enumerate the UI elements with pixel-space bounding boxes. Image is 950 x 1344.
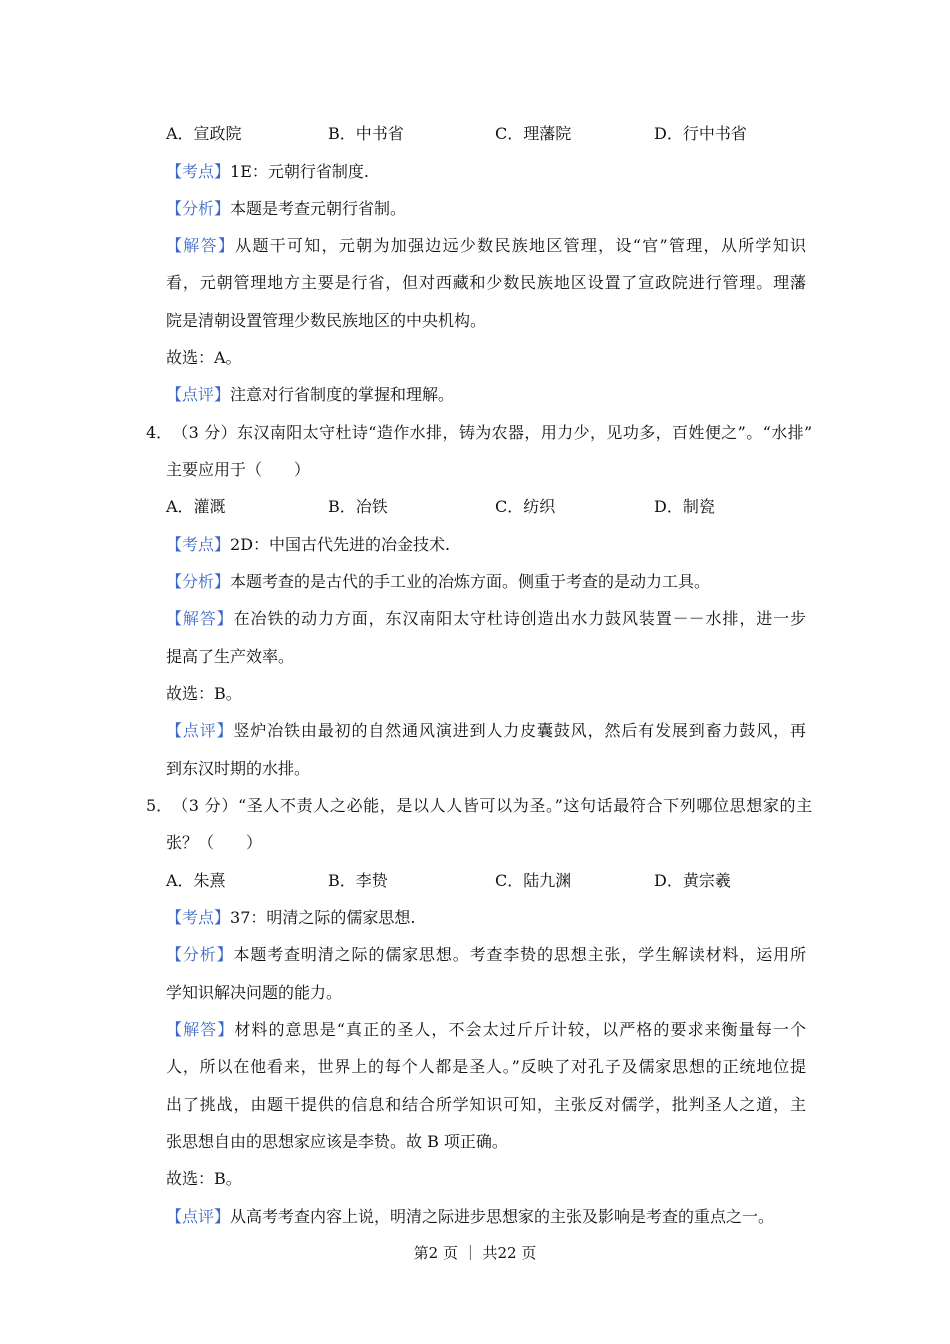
- kaodian-tag: 【考点】: [166, 908, 231, 927]
- q3-dianping: 【点评】注意对行省制度的掌握和理解。: [166, 385, 455, 404]
- q5-fenxi-line-2: 学知识解决问题的能力。: [166, 983, 343, 1002]
- dianping-tag: 【点评】: [166, 1207, 231, 1226]
- q5-stem: 5．（3 分）“圣人不责人之必能，是以人人皆可以为圣。”这句话最符合下列哪位思想家的主: [146, 796, 813, 815]
- q5-jieda: 【解答】材料的意思是“真正的圣人，不会太过斤斤计较，以严格的要求来衡量每一个: [166, 1020, 806, 1039]
- q5-dianping: 【点评】从高考考查内容上说，明清之际进步思想家的主张及影响是考查的重点之一。: [166, 1207, 775, 1226]
- q3-jieda-line-2: 看，元朝管理地方主要是行省，但对西藏和少数民族地区设置了宣政院进行管理。理藩: [166, 273, 806, 292]
- q5-jieda-line-4: 张思想自由的思想家应该是李贽。故 B 项正确。: [166, 1132, 508, 1151]
- q4-option-c: C．纺织: [495, 497, 556, 516]
- q4-options: [166, 497, 806, 517]
- q4-stem: 4．（3 分）东汉南阳太守杜诗“造作水排，铸为农器，用力少，见功多，百姓便之”。“水排”: [146, 423, 813, 442]
- q5-option-d: D．黄宗羲: [654, 871, 731, 890]
- q3-answer: 故选：A。: [166, 348, 242, 367]
- q3-option-a: A．宣政院: [166, 124, 242, 143]
- q5-option-c: C．陆九渊: [495, 871, 572, 890]
- q4-option-a: A．灌溉: [166, 497, 226, 516]
- jieda-tag: 【解答】: [166, 236, 236, 255]
- q5-options: [166, 871, 806, 891]
- q5-stem-line-2: 张？（ ）: [166, 833, 263, 852]
- page-footer: 第2 页 ｜ 共22 页: [413, 1244, 537, 1262]
- dianping-tag: 【点评】: [166, 385, 231, 404]
- q3-fenxi: 【分析】本题是考查元朝行省制。: [166, 199, 407, 218]
- q4-option-d: D．制瓷: [654, 497, 715, 516]
- q5-jieda-line-3: 出了挑战，由题干提供的信息和结合所学知识可知，主张反对儒学，批判圣人之道，主: [166, 1095, 806, 1114]
- q4-option-b: B．冶铁: [328, 497, 388, 516]
- q5-number: 5．: [146, 796, 173, 815]
- q3-option-c: C．理藩院: [495, 124, 572, 143]
- q3-jieda-line-3: 院是清朝设置管理少数民族地区的中央机构。: [166, 311, 487, 330]
- q3-option-d: D．行中书省: [654, 124, 747, 143]
- jieda-tag: 【解答】: [166, 609, 234, 628]
- dianping-tag: 【点评】: [166, 721, 234, 740]
- q4-jieda-line-2: 提高了生产效率。: [166, 647, 295, 666]
- q3-options: [166, 124, 806, 144]
- q3-kaodian: 【考点】1E：元朝行省制度.: [166, 162, 369, 181]
- q3-jieda: 【解答】从题干可知，元朝为加强边远少数民族地区管理，设“官”管理，从所学知识: [166, 236, 806, 255]
- q4-kaodian: 【考点】2D：中国古代先进的冶金技术.: [166, 535, 451, 554]
- q5-fenxi: 【分析】本题考查明清之际的儒家思想。考查李贽的思想主张，学生解读材料，运用所: [166, 945, 806, 964]
- q5-option-a: A．朱熹: [166, 871, 226, 890]
- q5-answer: 故选：B。: [166, 1169, 242, 1188]
- q4-dianping-line-2: 到东汉时期的水排。: [166, 759, 311, 778]
- q4-stem-line-2: 主要应用于（ ）: [166, 460, 311, 479]
- fenxi-tag: 【分析】: [166, 199, 231, 218]
- q3-option-b: B．中书省: [328, 124, 404, 143]
- fenxi-tag: 【分析】: [166, 945, 234, 964]
- q5-option-b: B．李贽: [328, 871, 388, 890]
- q4-dianping: 【点评】竖炉冶铁由最初的自然通风演进到人力皮囊鼓风，然后有发展到畜力鼓风，再: [166, 721, 806, 740]
- q5-jieda-line-2: 人，所以在他看来，世界上的每个人都是圣人。”反映了对孔子及儒家思想的正统地位提: [166, 1057, 806, 1076]
- q4-answer: 故选：B。: [166, 684, 242, 703]
- q4-jieda: 【解答】在冶铁的动力方面，东汉南阳太守杜诗创造出水力鼓风装置－－水排，进一步: [166, 609, 806, 628]
- q5-kaodian: 【考点】37：明清之际的儒家思想.: [166, 908, 416, 927]
- q4-fenxi: 【分析】本题考查的是古代的手工业的冶炼方面。侧重于考查的是动力工具。: [166, 572, 711, 591]
- kaodian-tag: 【考点】: [166, 162, 231, 181]
- jieda-tag: 【解答】: [166, 1020, 235, 1039]
- kaodian-tag: 【考点】: [166, 535, 231, 554]
- q4-number: 4．: [146, 423, 173, 442]
- fenxi-tag: 【分析】: [166, 572, 231, 591]
